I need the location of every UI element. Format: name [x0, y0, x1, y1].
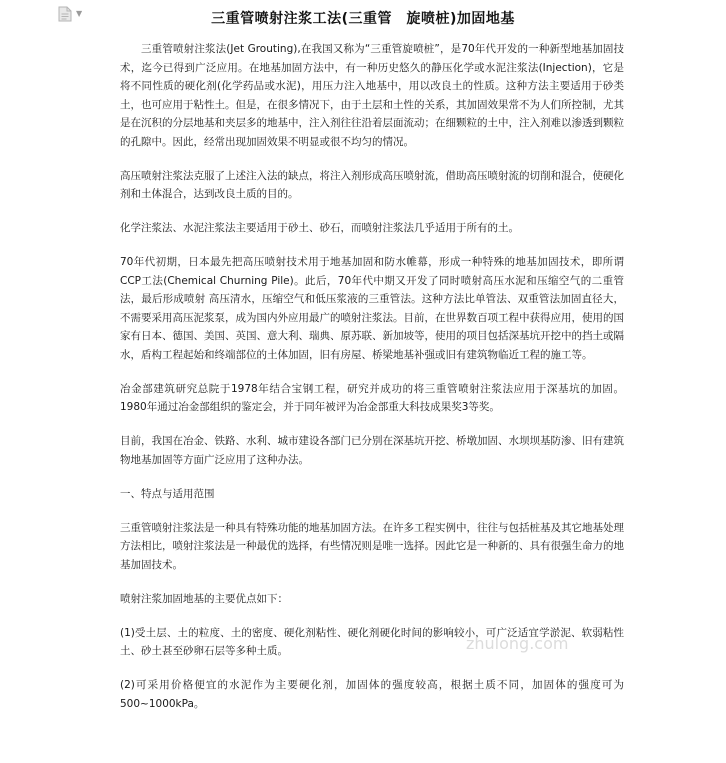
- paragraph: 化学注浆法、水泥注浆法主要适用于砂土、砂石，而喷射注浆法几乎适用于所有的土。: [120, 222, 519, 234]
- paragraph: 冶金部建筑研究总院于1978年结合宝钢工程，研究并成功的将三重管喷射注浆法应用于深基坑的加固。1980年通过冶金部组织的鉴定会，并于同年被评为冶金部重大科技成果奖3等奖。: [120, 382, 624, 413]
- paragraph: 高压喷射注浆法克服了上述注入法的缺点，将注入剂形成高压喷射流，借助高压喷射流的切削和混合，使硬化剂和土体混合，达到改良土质的目的。: [120, 169, 624, 200]
- paragraph: 喷射注浆加固地基的主要优点如下：: [120, 592, 288, 605]
- list-item: (1)受土层、土的粒度、土的密度、硬化剂粘性、硬化剂硬化时间的影响较小，可广泛适宜学淤泥、软弱粘性土、砂土甚至砂卵石层等多种土质。: [120, 626, 624, 657]
- section-heading: 一、特点与适用范围: [120, 487, 215, 500]
- paragraph: 三重管喷射注浆法(Jet Grouting),在我国又称为“三重管旋喷桩”，是70年代开发的一种新型地基加固技术，迄今已得到广泛应用。在地基加固方法中，有一种历史悠久的静压化学或水泥注浆法(Injection)，它是将不同性质的硬化剂(化学药品或水泥)，用压力注入地基中，用以改良土的性质。这种方法主要适用于砂类土，也可应用于粘性土。但是，在很多情况下，由于土层和土性的关系，其加固效果常不为人们所控制，尤其是在沉积的分层地基和夹层多的地基中，注入剂往往沿着层面流动；在细颗粒的土中，注入剂难以渗透到颗粒的孔隙中。因此，经常出现加固效果不明显或很不均匀的情况。: [120, 43, 624, 148]
- paragraph: 三重管喷射注浆法是一种具有特殊功能的地基加固方法。在许多工程实例中，往往与包括桩基及其它地基处理方法相比，喷射注浆法是一种最优的选择，有些情况则是唯一选择。因此它是一种新的、具有很强生命力的地基加固技术。: [120, 521, 624, 571]
- watermark: zhulong.com: [466, 634, 569, 653]
- document-body: [120, 40, 624, 729]
- chevron-down-icon[interactable]: ▼: [76, 9, 83, 18]
- paragraph: 70年代初期，日本最先把高压喷射技术用于地基加固和防水帷幕，形成一种特殊的地基加固技术，即所谓CCP工法(Chemical Churning Pile)。此后，70年代中期又开发了同时喷射高压水泥和压缩空气的二重管法，最后形成喷射 高压清水，压缩空气和低压浆液的三重管法。这种方法比单管法、双重管法加固直径大，不需要采用高压泥浆泵，成为国内外应用最广的喷射注浆法。目前，在世界数百项工程中获得应用，使用的国家有日本、德国、美国、英国、意大利、瑞典、原苏联、新加坡等，使用的项目包括深基坑开挖中的挡土或隔水，盾构工程起始和终端部位的土体加固，旧有房屋、桥梁地基补强或旧有建筑物临近工程的施工等。: [120, 256, 624, 361]
- list-item: (2)可采用价格便宜的水泥作为主要硬化剂，加固体的强度较高，根据土质不同，加固体的强度可为500~1000kPa。: [120, 679, 624, 710]
- paragraph: 目前，我国在冶金、铁路、水利、城市建设各部门已分别在深基坑开挖、桥墩加固、水坝坝基防渗、旧有建筑物地基加固等方面广泛应用了这种办法。: [120, 435, 624, 466]
- document-title: 三重管喷射注浆工法(三重管 旋喷桩)加固地基: [211, 11, 515, 27]
